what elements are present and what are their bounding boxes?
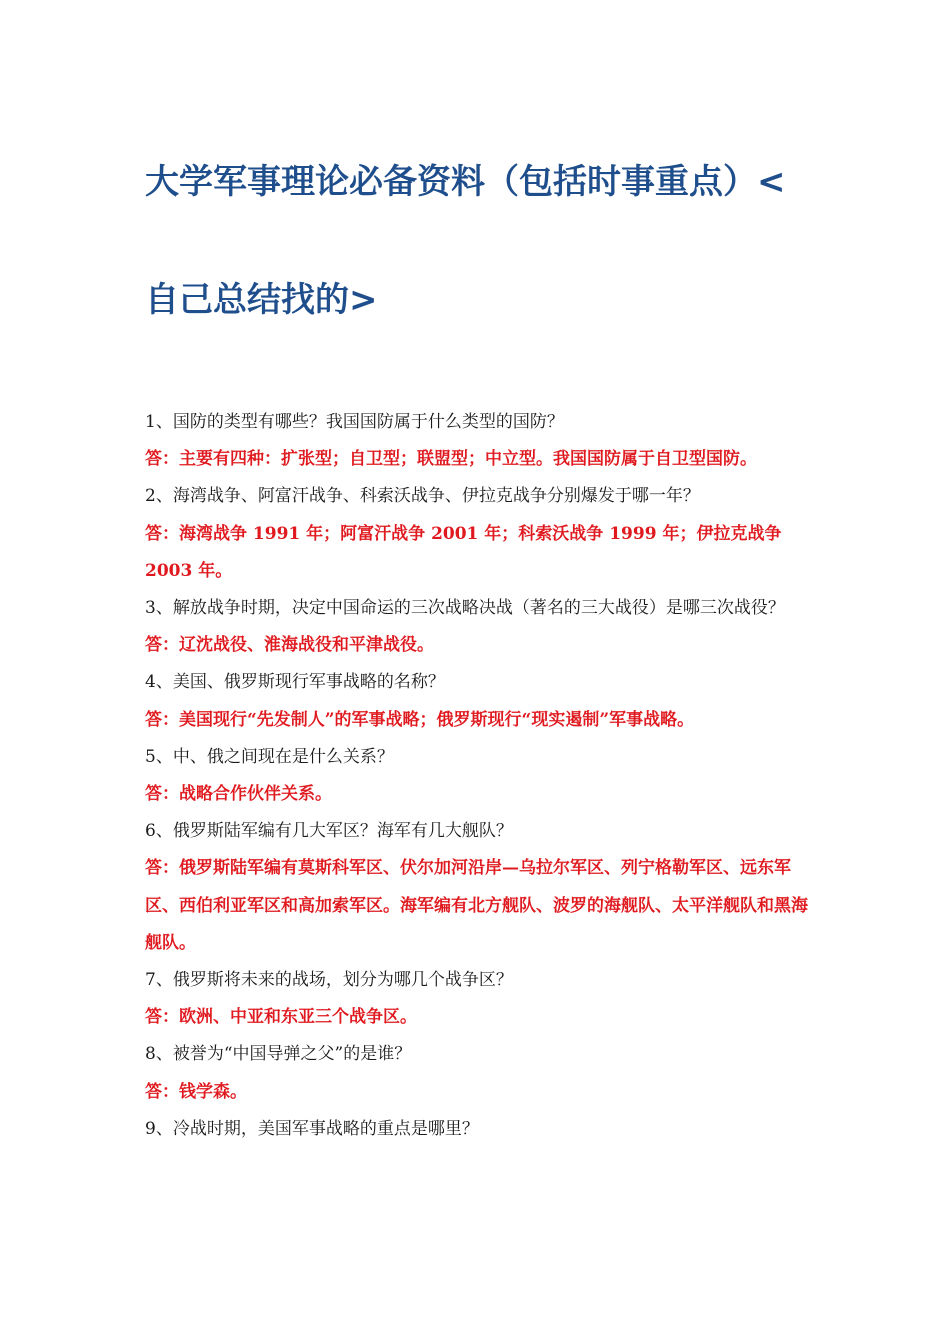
question-1: 1、国防的类型有哪些？我国国防属于什么类型的国防？ <box>145 412 564 432</box>
qa-item-5 <box>145 739 813 813</box>
question-5: 5、中、俄之间现在是什么关系？ <box>145 746 394 767</box>
answer-3: 答：辽沈战役、淮海战役和平津战役。 <box>145 635 434 656</box>
qa-item-8 <box>145 1036 813 1110</box>
question-8: 8、被誉为“中国导弹之父”的是谁？ <box>145 1044 412 1065</box>
qa-item-4 <box>145 664 813 738</box>
question-2: 2、海湾战争、阿富汗战争、科索沃战争、伊拉克战争分别爆发于哪一年？ <box>145 486 700 507</box>
answer-4: 答：美国现行“先发制人”的军事战略；俄罗斯现行“现实遏制”军事战略。 <box>145 709 695 730</box>
qa-list <box>145 404 813 1148</box>
qa-item-2 <box>145 478 813 590</box>
qa-item-9 <box>145 1111 813 1148</box>
document-title-line-1: 大学军事理论必备资料（包括时事重点）< <box>145 162 786 202</box>
qa-item-3 <box>145 590 813 664</box>
question-9: 9、冷战时期，美国军事战略的重点是哪里？ <box>145 1118 479 1139</box>
answer-5: 答：战略合作伙伴关系。 <box>145 784 332 805</box>
qa-item-1 <box>145 404 813 478</box>
answer-7: 答：欧洲、中亚和东亚三个战争区。 <box>145 1007 417 1028</box>
question-4: 4、美国、俄罗斯现行军事战略的名称？ <box>145 672 445 693</box>
qa-item-7 <box>145 962 813 1036</box>
answer-8: 答：钱学森。 <box>145 1081 247 1102</box>
answer-6: 答：俄罗斯陆军编有莫斯科军区、伏尔加河沿岸—乌拉尔军区、列宁格勒军区、远东军区、西伯利亚军区和高加索军区。海军编有北方舰队、波罗的海舰队、太平洋舰队和黑海舰队。 <box>145 858 808 953</box>
answer-1: 答：主要有四种：扩张型；自卫型；联盟型；中立型。我国国防属于自卫型国防。 <box>145 449 757 470</box>
question-3: 3、解放战争时期，决定中国命运的三次战略决战（著名的三大战役）是哪三次战役？ <box>145 598 785 619</box>
qa-item-6 <box>145 813 813 962</box>
answer-2: 答：海湾战争 1991 年；阿富汗战争 2001 年；科索沃战争 1999 年；伊拉克战争 2003 年。 <box>145 523 782 581</box>
question-6: 6、俄罗斯陆军编有几大军区？海军有几大舰队？ <box>145 821 513 842</box>
document-title-line-2: 自己总结找的> <box>145 280 378 320</box>
question-7: 7、俄罗斯将未来的战场，划分为哪几个战争区？ <box>145 970 513 991</box>
